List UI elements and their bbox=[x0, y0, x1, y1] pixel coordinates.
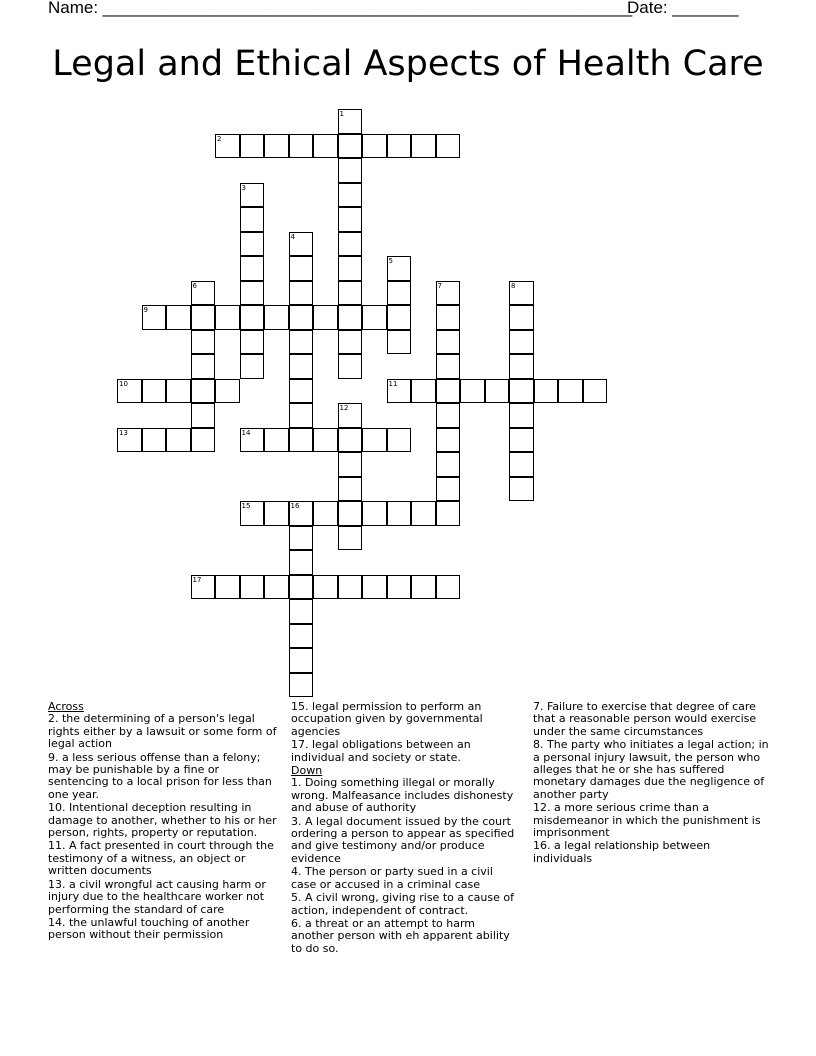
clue-item bbox=[291, 866, 521, 891]
crossword-cell[interactable] bbox=[215, 575, 240, 600]
crossword-cell[interactable] bbox=[191, 428, 216, 453]
clue-number: 8. bbox=[533, 738, 544, 752]
crossword-cell[interactable] bbox=[509, 477, 534, 502]
crossword-cell[interactable] bbox=[166, 379, 191, 404]
clue-number-label: 16 bbox=[290, 502, 300, 510]
crossword-cell[interactable] bbox=[338, 207, 363, 232]
crossword-cell[interactable] bbox=[240, 354, 265, 379]
crossword-cell[interactable] bbox=[215, 134, 240, 159]
crossword-cell[interactable] bbox=[338, 158, 363, 183]
clue-text: a threat or an attempt to harm another person with eh apparent ability to do so. bbox=[291, 916, 510, 955]
clue-number: 16. bbox=[533, 839, 551, 853]
clue-number: 12. bbox=[533, 801, 551, 815]
crossword-cell[interactable] bbox=[338, 281, 363, 306]
crossword-cell[interactable] bbox=[338, 354, 363, 379]
crossword-cell[interactable] bbox=[191, 575, 216, 600]
crossword-cell[interactable] bbox=[289, 575, 314, 600]
crossword-cell[interactable] bbox=[436, 403, 461, 428]
clue-number: 17. bbox=[291, 738, 309, 752]
crossword-cell[interactable] bbox=[289, 501, 314, 526]
crossword-cell[interactable] bbox=[436, 452, 461, 477]
crossword-cell[interactable] bbox=[264, 575, 289, 600]
clue-item bbox=[291, 918, 521, 955]
clue-text: Doing something illegal or morally wrong. Malfeasance includes dishonesty and abuse of authority bbox=[291, 776, 514, 815]
clues-column-1 bbox=[48, 701, 280, 943]
crossword-cell[interactable] bbox=[338, 305, 363, 330]
crossword-cell[interactable] bbox=[289, 550, 314, 575]
clue-number-label: 2 bbox=[217, 134, 222, 143]
clue-text: legal obligations between an individual and society or state. bbox=[291, 738, 471, 764]
clue-item bbox=[48, 752, 280, 802]
crossword-cell[interactable] bbox=[362, 501, 387, 526]
crossword-cell[interactable] bbox=[289, 330, 314, 355]
clue-item bbox=[291, 701, 521, 738]
crossword-cell[interactable] bbox=[338, 183, 363, 208]
crossword-cell[interactable] bbox=[387, 330, 412, 355]
crossword-cell[interactable] bbox=[362, 305, 387, 330]
crossword-cell[interactable] bbox=[240, 183, 265, 208]
crossword-cell[interactable] bbox=[191, 281, 216, 306]
clue-number: 13. bbox=[48, 877, 66, 891]
crossword-cell[interactable] bbox=[436, 305, 461, 330]
crossword-cell[interactable] bbox=[362, 134, 387, 159]
clue-item bbox=[48, 840, 280, 877]
clue-number-label: 6 bbox=[192, 281, 197, 290]
crossword-cell[interactable] bbox=[264, 501, 289, 526]
crossword-cell[interactable] bbox=[191, 354, 216, 379]
clue-text: Failure to exercise that degree of care that a reasonable person would exercise under the same circumstances bbox=[533, 700, 757, 738]
clue-number-label: 15 bbox=[241, 502, 251, 510]
crossword-cell[interactable] bbox=[436, 379, 461, 404]
clue-number: 5. bbox=[291, 891, 302, 905]
crossword-cell[interactable] bbox=[338, 501, 363, 526]
clue-item bbox=[533, 840, 769, 865]
crossword-cell[interactable] bbox=[215, 379, 240, 404]
clue-text: the unlawful touching of another person without their permission bbox=[48, 915, 250, 942]
clue-number: 10. bbox=[48, 801, 66, 815]
crossword-cell[interactable] bbox=[289, 354, 314, 379]
crossword-cell[interactable] bbox=[509, 428, 534, 453]
crossword-cell[interactable] bbox=[460, 379, 485, 404]
crossword-cell[interactable] bbox=[338, 256, 363, 281]
crossword-cell[interactable] bbox=[387, 305, 412, 330]
crossword-cell[interactable] bbox=[264, 305, 289, 330]
crossword-cell[interactable] bbox=[509, 379, 534, 404]
crossword-cell[interactable] bbox=[289, 428, 314, 453]
crossword-cell[interactable] bbox=[240, 428, 265, 453]
crossword-cell[interactable] bbox=[117, 379, 142, 404]
clue-number: 14. bbox=[48, 915, 66, 929]
crossword-cell[interactable] bbox=[436, 330, 461, 355]
clue-text: a less serious offense than a felony; may be punishable by a fine or sentencing to a local prison for less than one year. bbox=[48, 750, 272, 801]
crossword-cell[interactable] bbox=[240, 501, 265, 526]
clue-number: 6. bbox=[291, 916, 302, 930]
clues-column-2 bbox=[291, 701, 521, 956]
across-heading: Across bbox=[48, 700, 84, 713]
crossword-cell[interactable] bbox=[338, 403, 363, 428]
crossword-cell[interactable] bbox=[411, 575, 436, 600]
clue-text: a legal relationship between individuals bbox=[533, 839, 711, 865]
clue-item bbox=[291, 816, 521, 866]
clue-text: A fact presented in court through the testimony of a witness, an object or written documents bbox=[48, 839, 274, 878]
clue-number: 3. bbox=[291, 814, 302, 828]
crossword-cell[interactable] bbox=[338, 575, 363, 600]
crossword-cell[interactable] bbox=[509, 305, 534, 330]
clue-number: 11. bbox=[48, 839, 66, 853]
clue-number: 9. bbox=[48, 750, 59, 764]
crossword-cell[interactable] bbox=[289, 379, 314, 404]
crossword-cell[interactable] bbox=[240, 256, 265, 281]
crossword-cell[interactable] bbox=[313, 428, 338, 453]
clue-item bbox=[533, 739, 769, 801]
crossword-cell[interactable] bbox=[166, 305, 191, 330]
clue-number-label: 9 bbox=[143, 306, 148, 314]
crossword-cell[interactable] bbox=[240, 232, 265, 257]
crossword-cell[interactable] bbox=[436, 354, 461, 379]
crossword-cell[interactable] bbox=[436, 134, 461, 159]
crossword-cell[interactable] bbox=[142, 379, 167, 404]
clue-number-label: 1 bbox=[339, 110, 344, 118]
crossword-cell[interactable] bbox=[289, 232, 314, 257]
crossword-cell[interactable] bbox=[509, 452, 534, 477]
crossword-cell[interactable] bbox=[436, 281, 461, 306]
clue-number-label: 13 bbox=[119, 428, 128, 437]
crossword-cell[interactable] bbox=[215, 305, 240, 330]
date-field-label: Date: _______ bbox=[627, 0, 739, 17]
clue-item bbox=[48, 802, 280, 839]
clue-item bbox=[291, 739, 521, 764]
crossword-cell[interactable] bbox=[264, 428, 289, 453]
crossword-cell[interactable] bbox=[583, 379, 608, 404]
clue-text: A legal document issued by the court ordering a person to appear as specified and give testimony and/or produce evidence bbox=[291, 814, 515, 865]
clue-number-label: 3 bbox=[241, 183, 246, 192]
across-clue-list-continued bbox=[291, 701, 521, 764]
down-clue-list bbox=[291, 777, 521, 955]
crossword-cell[interactable] bbox=[485, 379, 510, 404]
clue-item bbox=[533, 802, 769, 839]
crossword-cell[interactable] bbox=[534, 379, 559, 404]
crossword-cell[interactable] bbox=[166, 428, 191, 453]
clue-text: the determining of a person's legal rights either by a lawsuit or some form of legal action bbox=[48, 712, 277, 751]
crossword-cell[interactable] bbox=[362, 575, 387, 600]
crossword-cell[interactable] bbox=[142, 428, 167, 453]
clue-text: The party who initiates a legal action; in a personal injury lawsuit, the person who alleges that he or she has suffered monetary damages due the negligence of another party bbox=[533, 738, 769, 801]
clue-text: a more serious crime than a misdemeanor in which the punishment is imprisonment bbox=[533, 801, 761, 840]
crossword-cell[interactable] bbox=[289, 281, 314, 306]
clue-number-label: 8 bbox=[511, 281, 516, 290]
crossword-cell[interactable] bbox=[191, 330, 216, 355]
clue-item bbox=[291, 892, 521, 917]
clue-number-label: 4 bbox=[290, 232, 295, 241]
clues-column-3 bbox=[533, 701, 769, 866]
clue-number: 7. bbox=[533, 700, 544, 713]
crossword-cell[interactable] bbox=[191, 379, 216, 404]
crossword-cell[interactable] bbox=[509, 403, 534, 428]
crossword-cell[interactable] bbox=[338, 452, 363, 477]
crossword-cell[interactable] bbox=[338, 134, 363, 159]
crossword-cell[interactable] bbox=[191, 305, 216, 330]
crossword-cell[interactable] bbox=[411, 134, 436, 159]
down-heading: Down bbox=[291, 764, 323, 778]
crossword-cell[interactable] bbox=[338, 477, 363, 502]
crossword-cell[interactable] bbox=[509, 281, 534, 306]
crossword-cell[interactable] bbox=[313, 134, 338, 159]
crossword-cell[interactable] bbox=[338, 330, 363, 355]
crossword-cell[interactable] bbox=[338, 109, 363, 134]
crossword-cell[interactable] bbox=[436, 501, 461, 526]
crossword-cell[interactable] bbox=[558, 379, 583, 404]
crossword-cell[interactable] bbox=[387, 134, 412, 159]
crossword-cell[interactable] bbox=[313, 575, 338, 600]
crossword-cell[interactable] bbox=[436, 575, 461, 600]
crossword-cell[interactable] bbox=[387, 256, 412, 281]
crossword-cell[interactable] bbox=[362, 428, 387, 453]
crossword-cell[interactable] bbox=[289, 256, 314, 281]
crossword-cell[interactable] bbox=[191, 403, 216, 428]
across-clue-list bbox=[48, 713, 280, 941]
clue-number-label: 17 bbox=[192, 575, 202, 584]
crossword-cell[interactable] bbox=[436, 477, 461, 502]
clue-number-label: 7 bbox=[437, 281, 442, 290]
crossword-cell[interactable] bbox=[509, 354, 534, 379]
crossword-cell[interactable] bbox=[509, 330, 534, 355]
crossword-cell[interactable] bbox=[338, 428, 363, 453]
clue-number: 2. bbox=[48, 712, 59, 726]
crossword-cell[interactable] bbox=[240, 305, 265, 330]
crossword-cell[interactable] bbox=[289, 526, 314, 551]
crossword-cell[interactable] bbox=[240, 134, 265, 159]
clue-item bbox=[48, 713, 280, 750]
crossword-cell[interactable] bbox=[289, 403, 314, 428]
crossword-cell[interactable] bbox=[387, 428, 412, 453]
clue-number-label: 11 bbox=[388, 379, 398, 388]
crossword-cell[interactable] bbox=[313, 501, 338, 526]
clue-text: Intentional deception resulting in damage to another, whether to his or her person, rights, property or reputation. bbox=[48, 801, 277, 840]
clue-item bbox=[533, 701, 769, 738]
crossword-cell[interactable] bbox=[436, 428, 461, 453]
clue-item bbox=[291, 777, 521, 814]
crossword-cell[interactable] bbox=[289, 134, 314, 159]
clue-text: legal permission to perform an occupation given by governmental agencies bbox=[291, 700, 483, 738]
crossword-cell[interactable] bbox=[387, 379, 412, 404]
clue-item bbox=[48, 879, 280, 916]
crossword-cell[interactable] bbox=[338, 232, 363, 257]
crossword-cell[interactable] bbox=[289, 599, 314, 624]
crossword-cell[interactable] bbox=[289, 673, 314, 698]
down-clue-list-continued bbox=[533, 701, 769, 865]
crossword-cell[interactable] bbox=[117, 428, 142, 453]
clue-number-label: 14 bbox=[241, 428, 251, 437]
clue-number: 1. bbox=[291, 776, 302, 790]
crossword-cell[interactable] bbox=[313, 305, 338, 330]
crossword-cell[interactable] bbox=[411, 379, 436, 404]
crossword-cell[interactable] bbox=[387, 281, 412, 306]
clue-item bbox=[48, 917, 280, 942]
clue-number: 4. bbox=[291, 865, 302, 879]
crossword-cell[interactable] bbox=[387, 501, 412, 526]
crossword-cell[interactable] bbox=[240, 575, 265, 600]
page-title: Legal and Ethical Aspects of Health Care bbox=[52, 44, 764, 84]
crossword-cell[interactable] bbox=[240, 207, 265, 232]
clue-text: a civil wrongful act causing harm or injury due to the healthcare worker not performing the standard of care bbox=[48, 877, 266, 916]
crossword-cell[interactable] bbox=[240, 281, 265, 306]
crossword-cell[interactable] bbox=[142, 305, 167, 330]
crossword-cell[interactable] bbox=[387, 575, 412, 600]
crossword-cell[interactable] bbox=[264, 134, 289, 159]
clue-text: A civil wrong, giving rise to a cause of action, independent of contract. bbox=[291, 891, 514, 917]
name-field-label: Name: ________________________________________________________ bbox=[48, 0, 633, 17]
crossword-cell[interactable] bbox=[338, 526, 363, 551]
clue-text: The person or party sued in a civil case or accused in a criminal case bbox=[291, 865, 493, 891]
clue-number-label: 10 bbox=[119, 379, 128, 388]
clue-number-label: 12 bbox=[339, 404, 349, 412]
crossword-cell[interactable] bbox=[289, 624, 314, 649]
clue-number: 15. bbox=[291, 700, 309, 713]
crossword-cell[interactable] bbox=[289, 305, 314, 330]
crossword-cell[interactable] bbox=[411, 501, 436, 526]
clue-number-label: 5 bbox=[388, 257, 393, 265]
crossword-cell[interactable] bbox=[240, 330, 265, 355]
crossword-cell[interactable] bbox=[289, 648, 314, 673]
